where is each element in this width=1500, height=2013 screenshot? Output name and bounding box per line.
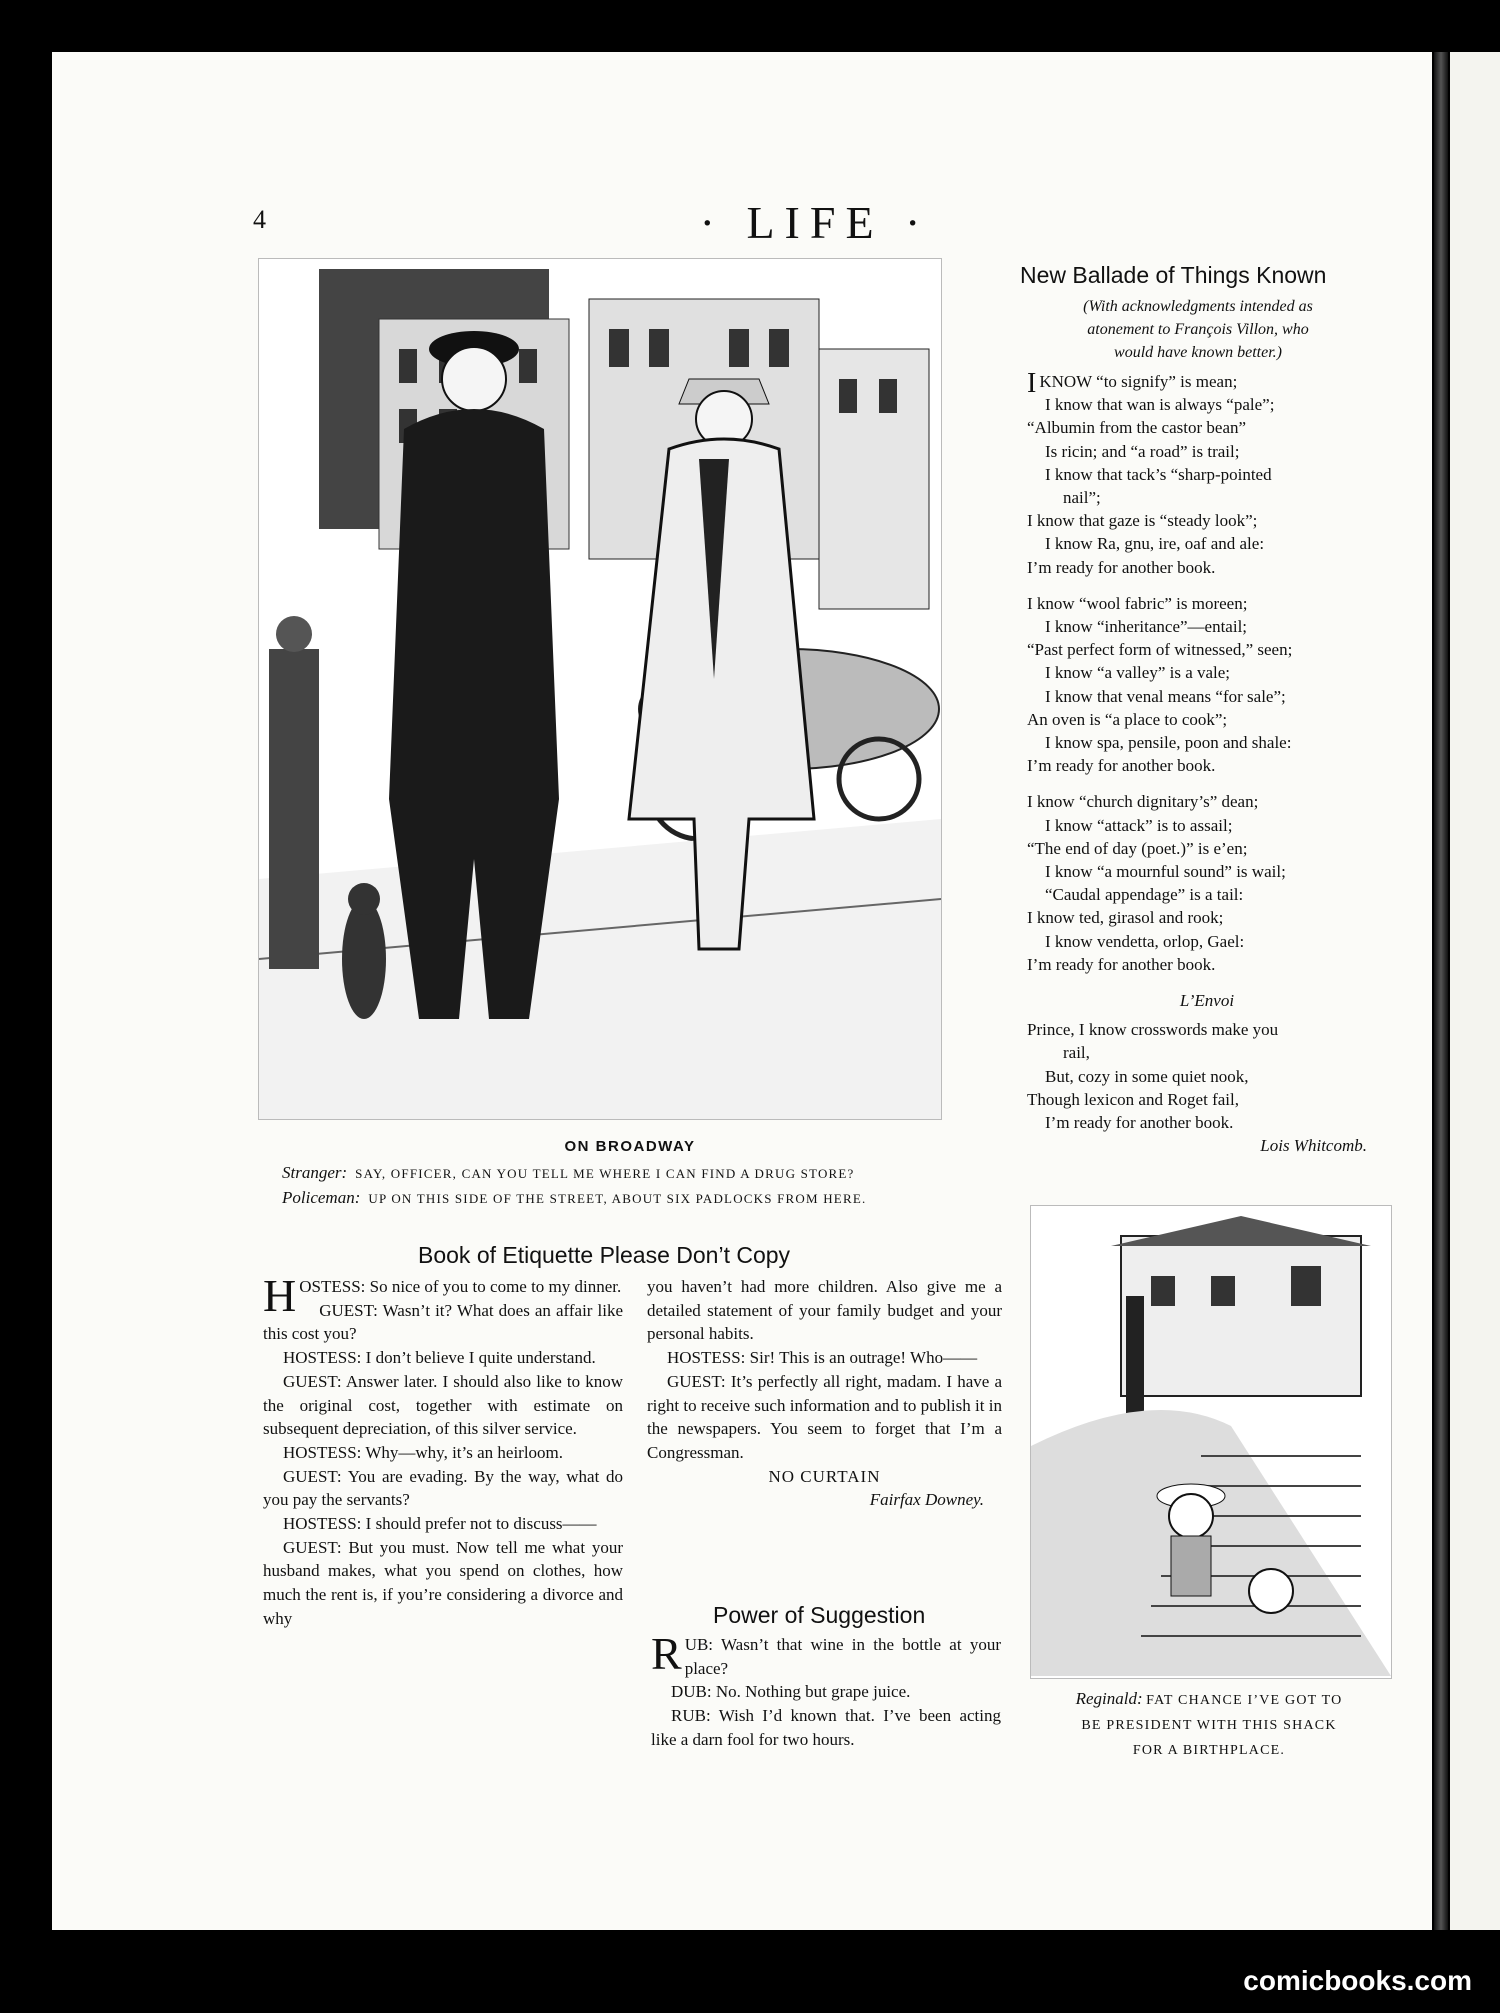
ballade-subtitle-line: atonement to François Villon, who xyxy=(1087,321,1309,338)
reginald-label: Reginald: xyxy=(1075,1689,1143,1708)
dialogue-line: UB: Wasn’t that wine in the bottle at your place? xyxy=(684,1635,1001,1678)
poem-line: I know “attack” is to assail; xyxy=(1045,815,1233,835)
ballade-author: Lois Whitcomb. xyxy=(1260,1136,1367,1156)
poem-line: But, cozy in some quiet nook, xyxy=(1045,1066,1249,1086)
poem-line: I know “church dignitary’s” dean; xyxy=(1027,792,1259,812)
etiquette-title: Book of Etiquette Please Don’t Copy xyxy=(418,1242,791,1268)
masthead: · LIFE · xyxy=(699,197,931,248)
ballade-subtitle xyxy=(1018,295,1378,364)
poem-line: I’m ready for another book. xyxy=(1027,756,1216,776)
dialogue-line: GUEST: You are evading. By the way, what do you pay the servants? xyxy=(263,1466,623,1510)
suggestion-dropcap: R xyxy=(651,1628,682,1679)
policeman-label: Policeman: xyxy=(282,1188,361,1207)
poem-line: I’m ready for another book. xyxy=(1045,1113,1234,1133)
poem-line: I know vendetta, orlop, Gael: xyxy=(1045,931,1245,951)
stanza-2 xyxy=(1027,592,1387,778)
dialogue-line: OSTESS: So nice of you to come to my dinner. xyxy=(299,1277,622,1296)
poem-line: I know Ra, gnu, ire, oaf and ale: xyxy=(1045,534,1265,554)
poem-line: Though lexicon and Roget fail, xyxy=(1027,1089,1239,1109)
ballade-subtitle-line: would have known better.) xyxy=(1114,344,1282,361)
etiquette-column-1 xyxy=(263,1270,623,1631)
site-watermark: comicbooks.com xyxy=(1243,1965,1472,1996)
poem-line: I know that tack’s “sharp-pointed xyxy=(1045,464,1272,484)
poem-line: I know “a mournful sound” is wail; xyxy=(1045,862,1286,882)
dialogue-line: DUB: No. Nothing but grape juice. xyxy=(671,1682,911,1702)
poem-line: I know “wool fabric” is moreen; xyxy=(1027,593,1248,613)
stranger-label: Stranger: xyxy=(282,1163,348,1182)
caption-policeman-line xyxy=(282,1188,1002,1208)
etiquette-dropcap: H xyxy=(263,1270,297,1321)
dialogue-line: HOSTESS: Why—why, it’s an heirloom. xyxy=(283,1442,564,1462)
page-number: 4 xyxy=(253,205,266,234)
facing-page-edge xyxy=(1450,52,1500,1930)
dialogue-line: you haven’t had more children. Also give me a detailed statement of your family budget and your personal habits. xyxy=(647,1277,1002,1344)
poem-line: I know spa, pensile, poon and shale: xyxy=(1045,733,1292,753)
poem-line: I know “a valley” is a vale; xyxy=(1045,663,1231,683)
dialogue-line: GUEST: Answer later. I should also like to know the original cost, together with estimate on subsequent depreciation, of this silver service. xyxy=(263,1371,623,1439)
caption-stranger-line xyxy=(282,1163,1002,1183)
reginald-line: FAT CHANCE I’VE GOT TO xyxy=(1146,1693,1343,1708)
poem-line: Is ricin; and “a road” is trail; xyxy=(1045,441,1240,461)
poem-line: An oven is “a place to cook”; xyxy=(1027,709,1228,729)
poem-line: “Past perfect form of witnessed,” seen; xyxy=(1027,640,1293,660)
poem-line: nail”; xyxy=(1063,488,1101,508)
dialogue-line: GUEST: But you must. Now tell me what your husband makes, what you spend on clothes, how much the rent is, if you’re considering a divorce and why xyxy=(263,1537,623,1628)
dialogue-line: HOSTESS: I should prefer not to discuss—— xyxy=(283,1514,597,1534)
reginald-line: FOR A BIRTHPLACE. xyxy=(1132,1743,1286,1758)
reginald-cartoon-illustration xyxy=(1030,1205,1392,1679)
stanza-1 xyxy=(1027,370,1387,579)
ballade-poem xyxy=(1027,370,1387,1158)
poem-line: “The end of day (poet.)” is e’en; xyxy=(1027,838,1248,858)
poem-line: I’m ready for another book. xyxy=(1027,954,1216,974)
ballade-title: New Ballade of Things Known xyxy=(1020,262,1327,288)
dialogue-line: GUEST: Wasn’t it? What does an affair like this cost you? xyxy=(263,1300,623,1344)
poem-line: Prince, I know crosswords make you xyxy=(1027,1020,1279,1040)
poem-line: I’m ready for another book. xyxy=(1027,557,1216,577)
reginald-line: BE PRESIDENT WITH THIS SHACK xyxy=(1081,1718,1337,1733)
poem-line: I know that wan is always “pale”; xyxy=(1045,395,1275,415)
poem-line: “Albumin from the castor bean” xyxy=(1027,418,1247,438)
page-binding xyxy=(1434,52,1448,1930)
envoi-title: L’Envoi xyxy=(1179,991,1235,1011)
dialogue-line: HOSTESS: Sir! This is an outrage! Who—— xyxy=(667,1348,978,1368)
reginald-caption xyxy=(1034,1686,1384,1763)
dialogue-line: GUEST: It’s perfectly all right, madam. I have a right to receive such information and to publish it in the newspapers. You seem to forget that I’m a Congressman. xyxy=(647,1371,1002,1462)
stanza-3 xyxy=(1027,790,1387,976)
broadway-caption-title: ON BROADWAY xyxy=(564,1138,696,1155)
poem-line: KNOW “to signify” is mean; xyxy=(1039,372,1238,391)
poem-line: rail, xyxy=(1063,1043,1090,1063)
poem-line: I know that gaze is “steady look”; xyxy=(1027,511,1258,531)
no-curtain: NO CURTAIN xyxy=(768,1466,881,1486)
poem-line: I know ted, girasol and rook; xyxy=(1027,908,1224,928)
etiquette-author: Fairfax Downey. xyxy=(869,1490,984,1510)
dialogue-line: HOSTESS: I don’t believe I quite understand. xyxy=(283,1348,596,1368)
suggestion-title: Power of Suggestion xyxy=(713,1602,926,1628)
suggestion-body xyxy=(651,1628,1001,1752)
dialogue-line: RUB: Wish I’d known that. I’ve been acting like a darn fool for two hours. xyxy=(651,1706,1001,1749)
poem-line: “Caudal appendage” is a tail: xyxy=(1045,885,1244,905)
ballade-initial: I xyxy=(1027,368,1037,399)
policeman-text: UP ON THIS SIDE OF THE STREET, ABOUT SIX PADLOCKS FROM HERE. xyxy=(368,1191,867,1206)
stranger-text: SAY, OFFICER, CAN YOU TELL ME WHERE I CAN FIND A DRUG STORE? xyxy=(355,1166,855,1181)
etiquette-column-2 xyxy=(647,1275,1002,1512)
poem-line: I know “inheritance”—entail; xyxy=(1045,617,1248,637)
poem-line: I know that venal means “for sale”; xyxy=(1045,686,1286,706)
broadway-cartoon-illustration xyxy=(258,258,942,1120)
ballade-subtitle-line: (With acknowledgments intended as xyxy=(1083,298,1313,315)
